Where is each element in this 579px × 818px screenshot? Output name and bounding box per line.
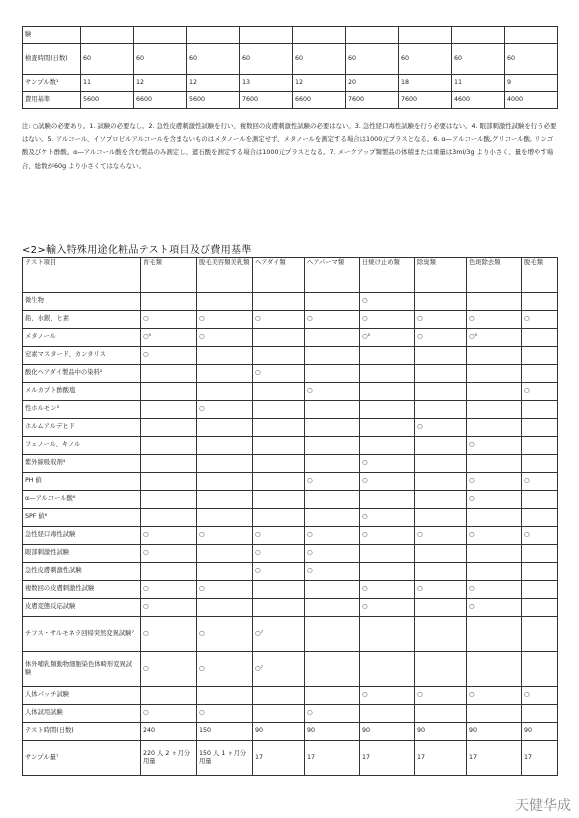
row-label-cell: 人体試用試験 — [23, 705, 141, 723]
table-cell — [522, 652, 558, 687]
table-cell: ○ — [522, 311, 558, 329]
table-cell — [346, 27, 399, 44]
table-cell: ○⁷ — [253, 617, 305, 652]
table-row — [23, 311, 558, 329]
table-cell: ○ — [197, 705, 253, 723]
table-cell — [415, 437, 467, 455]
table-header-row — [23, 258, 558, 293]
table-cell — [522, 347, 558, 365]
table-row — [23, 652, 558, 687]
table-cell — [360, 563, 415, 581]
table-cell: ○ — [305, 545, 360, 563]
table-cell: 150 人 1 ヶ月分用量 — [197, 741, 253, 776]
table-cell: ○ — [141, 581, 197, 599]
table-cell — [141, 687, 197, 705]
table-cell: 60 — [134, 44, 187, 75]
table-cell — [141, 365, 197, 383]
table-cell: ○ — [360, 509, 415, 527]
table-cell: 13 — [240, 75, 293, 92]
table-cell: ○ — [415, 527, 467, 545]
table-cell: 60 — [346, 44, 399, 75]
table-cell — [253, 581, 305, 599]
table-row — [23, 705, 558, 723]
table-cell — [522, 437, 558, 455]
table-cell — [467, 545, 522, 563]
table-cell — [467, 705, 522, 723]
table-cell: 60 — [505, 44, 558, 75]
table-cell — [253, 347, 305, 365]
table-cell — [197, 293, 253, 311]
table-cell — [134, 27, 187, 44]
table-cell: 17 — [253, 741, 305, 776]
table-cell — [253, 705, 305, 723]
table-cell — [197, 599, 253, 617]
table-cell: ○ — [415, 687, 467, 705]
table-row — [23, 545, 558, 563]
table-row — [23, 27, 558, 44]
row-label-cell: 性ホルモン³ — [23, 401, 141, 419]
table-cell: 60 — [187, 44, 240, 75]
table-cell: 17 — [467, 741, 522, 776]
table-cell — [415, 545, 467, 563]
table-cell — [187, 27, 240, 44]
row-label-cell: 費用基準 — [23, 92, 81, 109]
table-cell — [522, 455, 558, 473]
table-cell — [305, 329, 360, 347]
column-header: 色斑除去類 — [467, 258, 522, 293]
table-cell: 11 — [452, 75, 505, 92]
table-cell — [253, 687, 305, 705]
table-cell: ○⁵ — [141, 329, 197, 347]
table-cell: ○ — [415, 311, 467, 329]
column-header: 日焼け止め類 — [360, 258, 415, 293]
table-cell: ○ — [253, 527, 305, 545]
table-cell: ○ — [360, 455, 415, 473]
row-label-cell: サンプル量⁷ — [23, 741, 141, 776]
table-cell — [253, 329, 305, 347]
table-cell — [415, 401, 467, 419]
column-header: ヘアパーマ類 — [305, 258, 360, 293]
table-row — [23, 723, 558, 741]
table-cell — [415, 491, 467, 509]
table-cell: ○ — [415, 581, 467, 599]
table-cell — [467, 617, 522, 652]
table-cell: ○ — [141, 311, 197, 329]
table-cell — [197, 545, 253, 563]
table-cell — [415, 617, 467, 652]
table-cell: ○ — [360, 581, 415, 599]
table-row — [23, 383, 558, 401]
table-cell — [253, 437, 305, 455]
table-row — [23, 329, 558, 347]
table-cell: ○ — [305, 311, 360, 329]
table-cell: ○ — [197, 617, 253, 652]
table-cell — [141, 455, 197, 473]
table-cell: 12 — [187, 75, 240, 92]
table-row — [23, 527, 558, 545]
row-label-cell: 体外哺乳類動物細胞染色体畸形変異試験 — [23, 652, 141, 687]
table-cell: ○ — [360, 311, 415, 329]
table-cell: 11 — [81, 75, 134, 92]
table-cell — [197, 347, 253, 365]
table-cell: ○ — [197, 652, 253, 687]
table-row — [23, 75, 558, 92]
table-cell — [415, 455, 467, 473]
table-cell: ○ — [197, 401, 253, 419]
table-row — [23, 419, 558, 437]
row-label-cell: メタノール — [23, 329, 141, 347]
table-cell: 150 — [197, 723, 253, 741]
table-cell: ○ — [522, 383, 558, 401]
table-cell — [360, 545, 415, 563]
table-cell: ○⁵ — [467, 329, 522, 347]
row-label-cell: 微生物 — [23, 293, 141, 311]
table-cell — [522, 419, 558, 437]
table-row — [23, 617, 558, 652]
table-cell — [305, 293, 360, 311]
table-cell — [253, 419, 305, 437]
table-cell — [360, 401, 415, 419]
table-cell — [197, 687, 253, 705]
table-cell — [197, 473, 253, 491]
table-cell: ○ — [467, 527, 522, 545]
row-label-cell: サンプル数¹ — [23, 75, 81, 92]
table-cell — [240, 27, 293, 44]
table-cell: 18 — [399, 75, 452, 92]
table-cell — [197, 419, 253, 437]
row-label-cell: SPF 値⁶ — [23, 509, 141, 527]
table-cell — [197, 437, 253, 455]
table-cell — [415, 509, 467, 527]
row-label-cell: 鉛、水銀、ヒ素 — [23, 311, 141, 329]
table-cell: ○ — [253, 311, 305, 329]
row-label-cell: ホルムアルデヒド — [23, 419, 141, 437]
table-cell: ○⁷ — [253, 652, 305, 687]
table-cell: 7600 — [346, 92, 399, 109]
table-cell — [141, 437, 197, 455]
table-cell: 17 — [360, 741, 415, 776]
table-cell: 5600 — [81, 92, 134, 109]
table-cell: 7600 — [399, 92, 452, 109]
table-cell — [305, 581, 360, 599]
table-cell: ○ — [360, 293, 415, 311]
table-cell: ○ — [467, 687, 522, 705]
table-cell: ○ — [467, 473, 522, 491]
table-cell — [360, 491, 415, 509]
table-row — [23, 509, 558, 527]
table-cell — [360, 365, 415, 383]
table-row — [23, 563, 558, 581]
row-label-cell: チフス・サルモネラ回帰突然変異試験⁷ — [23, 617, 141, 652]
row-label-cell: 検査時間(日数) — [23, 44, 81, 75]
table-cell — [522, 545, 558, 563]
table-cell — [415, 383, 467, 401]
table-cell: 60 — [240, 44, 293, 75]
table-cell: 60 — [452, 44, 505, 75]
table-cell — [505, 27, 558, 44]
table-cell: ○ — [197, 527, 253, 545]
table-cell: 4600 — [452, 92, 505, 109]
table-cell: ○ — [522, 527, 558, 545]
table-cell: 90 — [305, 723, 360, 741]
column-header: ヘアダイ類 — [253, 258, 305, 293]
table-cell: ○ — [197, 581, 253, 599]
table-cell — [141, 491, 197, 509]
table-cell — [415, 563, 467, 581]
table-cell — [253, 401, 305, 419]
table-cell: 90 — [415, 723, 467, 741]
table-row — [23, 347, 558, 365]
table-cell — [360, 383, 415, 401]
column-header: 除臭類 — [415, 258, 467, 293]
column-header: テスト項目 — [23, 258, 141, 293]
table-cell — [452, 27, 505, 44]
table-cell — [253, 509, 305, 527]
table-row — [23, 293, 558, 311]
table-cell — [415, 705, 467, 723]
table-cell — [467, 293, 522, 311]
table-cell: 5600 — [187, 92, 240, 109]
table-cell — [141, 401, 197, 419]
table-cell — [253, 599, 305, 617]
row-label-cell: メルカプト酢酸塩 — [23, 383, 141, 401]
table-cell — [253, 455, 305, 473]
table-cell — [415, 365, 467, 383]
table-cell: 90 — [253, 723, 305, 741]
table-cell: ○ — [141, 527, 197, 545]
column-header: 脱毛美容類美乳類 — [197, 258, 253, 293]
table-cell — [522, 705, 558, 723]
table-cell — [141, 383, 197, 401]
table-cell — [197, 365, 253, 383]
table-cell — [197, 491, 253, 509]
table-cell — [360, 437, 415, 455]
table-cell: ○ — [360, 599, 415, 617]
table-cell — [141, 509, 197, 527]
table-cell — [141, 293, 197, 311]
row-label-cell: 皮膚変態反応試験 — [23, 599, 141, 617]
table-cell: ○ — [360, 687, 415, 705]
table-cell — [522, 491, 558, 509]
footnote-text: 注: ○試験の必要あり。1. 試験の必要なし。2. 急性皮膚刺激性試験を行い、複数回の皮膚刺激性試験の必要はない。3. 急性経口毒性試験を行う必要はない。4. 眼部刺激性試験を行う必要はない。5. アルコール、イソプロピルアルコールを含まないものはメタノールを測定せず、メタノールを測定する場合は1000元プラスとなる。6. α―アルコール酸,グリコール酸, リンゴ酸及びケト酢酸。α―アルコール酸を含む製品のみ測定し、遮石酸を測定する場合は1000元プラスとなる。7. メークアップ類製品の体積または重量は3ml/3g より小さく、量を増やす場合、総数が60g より小さくてはならない。 — [22, 122, 557, 170]
table-cell: 60 — [293, 44, 346, 75]
table-cell — [522, 365, 558, 383]
row-label-cell: フェノール、キノル — [23, 437, 141, 455]
table-cell: 17 — [522, 741, 558, 776]
table-cell — [197, 563, 253, 581]
table-cell — [305, 491, 360, 509]
table-cell: ○ — [305, 527, 360, 545]
table-cell: ○ — [253, 563, 305, 581]
table-cell — [360, 705, 415, 723]
row-label-cell: 験 — [23, 27, 81, 44]
table-cell — [360, 617, 415, 652]
table-cell — [360, 347, 415, 365]
table-cell — [415, 473, 467, 491]
table-cell: 90 — [467, 723, 522, 741]
table-row — [23, 44, 558, 75]
table-cell — [467, 383, 522, 401]
table-cell — [305, 455, 360, 473]
table-row — [23, 581, 558, 599]
table-cell — [467, 563, 522, 581]
table-cell — [197, 509, 253, 527]
table-cell — [305, 419, 360, 437]
table-cell: ○ — [141, 705, 197, 723]
table-cell: ○ — [197, 329, 253, 347]
table-cell: ○ — [467, 599, 522, 617]
fee-table-continued — [22, 26, 558, 109]
row-label-cell: 紫外線吸収剤⁴ — [23, 455, 141, 473]
table-cell: ○ — [467, 581, 522, 599]
table-cell — [293, 27, 346, 44]
table-cell: 60 — [399, 44, 452, 75]
table-cell: ○ — [141, 652, 197, 687]
table-cell — [253, 491, 305, 509]
table-row — [23, 687, 558, 705]
table-row — [23, 455, 558, 473]
table-row — [23, 401, 558, 419]
table-cell — [522, 401, 558, 419]
table-cell: ○ — [141, 617, 197, 652]
table-cell — [467, 509, 522, 527]
table-cell — [305, 599, 360, 617]
table-cell: 7600 — [240, 92, 293, 109]
table-cell — [415, 347, 467, 365]
column-header: 育毛類 — [141, 258, 197, 293]
table-cell — [197, 383, 253, 401]
table-cell: 60 — [81, 44, 134, 75]
table-cell: 9 — [505, 75, 558, 92]
table-cell: ○ — [305, 473, 360, 491]
table-cell — [305, 509, 360, 527]
table-cell — [467, 365, 522, 383]
table-cell — [522, 599, 558, 617]
table-cell: ○ — [305, 705, 360, 723]
table-cell — [467, 401, 522, 419]
table-cell — [253, 383, 305, 401]
table-cell — [253, 473, 305, 491]
table-cell: 12 — [134, 75, 187, 92]
section-title: <2>輸入特殊用途化粧品テスト項目及び費用基準 — [22, 245, 252, 256]
table-cell — [360, 419, 415, 437]
table-cell: 220 人 2 ヶ月分用量 — [141, 741, 197, 776]
table-cell: 20 — [346, 75, 399, 92]
table-cell — [305, 652, 360, 687]
table-cell — [305, 617, 360, 652]
table-cell — [360, 652, 415, 687]
table-cell — [522, 617, 558, 652]
table-cell: ○ — [141, 347, 197, 365]
special-use-cosmetics-test-table — [22, 257, 558, 776]
table-cell: ○ — [415, 329, 467, 347]
row-label-cell: 複数回の皮膚刺激性試験 — [23, 581, 141, 599]
row-label-cell: α―アルコール酸⁶ — [23, 491, 141, 509]
row-label-cell: テスト時間(日数) — [23, 723, 141, 741]
table-row — [23, 491, 558, 509]
table-row — [23, 473, 558, 491]
table-cell: ○ — [360, 473, 415, 491]
table-cell: ○ — [253, 365, 305, 383]
table-cell — [467, 419, 522, 437]
table-cell: 240 — [141, 723, 197, 741]
table-row — [23, 437, 558, 455]
table-cell: ○⁵ — [360, 329, 415, 347]
row-label-cell: 人体パッチ試験 — [23, 687, 141, 705]
table-cell: 6600 — [293, 92, 346, 109]
table-cell — [522, 581, 558, 599]
table-cell: ○ — [253, 545, 305, 563]
table-cell — [415, 652, 467, 687]
table-cell — [305, 347, 360, 365]
table-cell — [415, 599, 467, 617]
table-cell — [305, 687, 360, 705]
table-cell: ○ — [141, 599, 197, 617]
table-cell: ○ — [360, 527, 415, 545]
row-label-cell: 急性経口毒性試験 — [23, 527, 141, 545]
table-cell: ○ — [522, 687, 558, 705]
table-cell — [399, 27, 452, 44]
table-cell — [522, 563, 558, 581]
table-cell — [141, 563, 197, 581]
table-cell: ○ — [467, 437, 522, 455]
table-row — [23, 92, 558, 109]
table-cell — [415, 293, 467, 311]
row-label-cell: 窒素マスタード、カンタリス — [23, 347, 141, 365]
table-cell: ○ — [467, 491, 522, 509]
table-cell: 17 — [305, 741, 360, 776]
table-cell: ○ — [415, 419, 467, 437]
table-cell: 17 — [415, 741, 467, 776]
table-cell: ○ — [305, 563, 360, 581]
table-cell — [305, 365, 360, 383]
table-cell: 12 — [293, 75, 346, 92]
table-row — [23, 365, 558, 383]
row-label-cell: PH 値 — [23, 473, 141, 491]
watermark-logo: 天健华成 — [515, 798, 571, 814]
table-cell: 6600 — [134, 92, 187, 109]
column-header: 脱毛類 — [522, 258, 558, 293]
table-cell: ○ — [305, 383, 360, 401]
row-label-cell: 急性皮膚刺激性試験 — [23, 563, 141, 581]
table-cell: ○ — [197, 311, 253, 329]
table-cell — [305, 401, 360, 419]
row-label-cell: 酸化ヘアダイ製品中の染料² — [23, 365, 141, 383]
table-cell — [253, 293, 305, 311]
table-cell: 90 — [360, 723, 415, 741]
table-cell — [141, 473, 197, 491]
table-cell: 90 — [522, 723, 558, 741]
table-cell: ○ — [522, 473, 558, 491]
table-cell — [467, 652, 522, 687]
table-cell — [522, 293, 558, 311]
table-cell — [467, 455, 522, 473]
table-cell — [305, 437, 360, 455]
row-label-cell: 眼部刺激性試験 — [23, 545, 141, 563]
table-cell: ○ — [467, 311, 522, 329]
table-cell: 4000 — [505, 92, 558, 109]
table-row — [23, 741, 558, 776]
table-cell — [522, 329, 558, 347]
table-cell — [81, 27, 134, 44]
table-cell: ○ — [141, 545, 197, 563]
table-cell — [522, 509, 558, 527]
table-cell — [467, 347, 522, 365]
table-cell — [141, 419, 197, 437]
table-row — [23, 599, 558, 617]
table-cell — [197, 455, 253, 473]
